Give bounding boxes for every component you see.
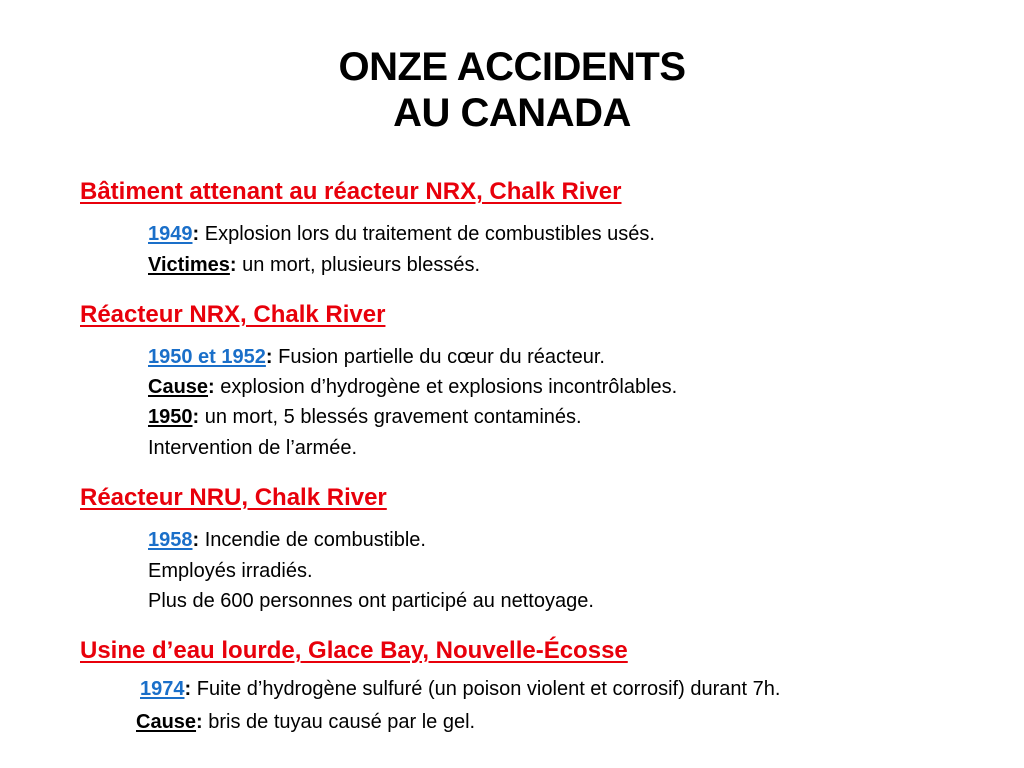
section-line [148, 436, 357, 460]
slide-title-line-1: ONZE ACCIDENTS [338, 45, 686, 89]
colon: : [192, 406, 200, 428]
section-line [136, 710, 475, 734]
colon: : [192, 529, 200, 551]
section-heading-nrx-building: Bâtiment attenant au réacteur NRX, Chalk River [80, 178, 622, 205]
line-text: un mort, plusieurs blessés. [236, 254, 481, 276]
slide-title-line-2: AU CANADA [393, 91, 631, 135]
section-line [140, 677, 780, 701]
line-text: Incendie de combustible. [199, 529, 426, 551]
colon: : [265, 346, 273, 368]
bold-label: Cause [136, 711, 197, 733]
year-label: 1949 [148, 223, 193, 245]
year-label: 1974 [140, 678, 185, 700]
section-heading-nru-reactor: Réacteur NRU, Chalk River [80, 484, 387, 511]
line-text: Plus de 600 personnes ont participé au nettoyage. [148, 590, 594, 612]
year-label: 1958 [148, 529, 193, 551]
section-heading-glace-bay: Usine d’eau lourde, Glace Bay, Nouvelle-Écosse [80, 637, 628, 664]
section-line [148, 222, 655, 246]
line-text: Fuite d’hydrogène sulfuré (un poison violent et corrosif) durant 7h. [191, 678, 781, 700]
section-line [148, 528, 426, 552]
colon: : [196, 711, 203, 733]
bold-label: Victimes [148, 254, 230, 276]
colon: : [229, 254, 237, 276]
section-line [148, 345, 605, 369]
colon: : [208, 376, 215, 398]
section-line [148, 559, 313, 583]
section-line [148, 253, 480, 277]
bold-label: Cause [148, 376, 209, 398]
section-line [148, 405, 582, 429]
section-line [148, 589, 594, 613]
year-label: 1950 et 1952 [148, 346, 266, 368]
line-text: Fusion partielle du cœur du réacteur. [272, 346, 605, 368]
line-text: explosion d’hydrogène et explosions incontrôlables. [214, 376, 678, 398]
slide-title [0, 44, 1024, 136]
bold-label: 1950 [148, 406, 193, 428]
line-text: un mort, 5 blessés gravement contaminés. [199, 406, 582, 428]
section-line [148, 375, 677, 399]
colon: : [184, 678, 192, 700]
line-text: Employés irradiés. [148, 560, 313, 582]
line-text: bris de tuyau causé par le gel. [202, 711, 476, 733]
colon: : [192, 223, 200, 245]
line-text: Intervention de l’armée. [148, 437, 358, 459]
section-heading-nrx-reactor: Réacteur NRX, Chalk River [80, 301, 386, 328]
line-text: Explosion lors du traitement de combustibles usés. [199, 223, 655, 245]
